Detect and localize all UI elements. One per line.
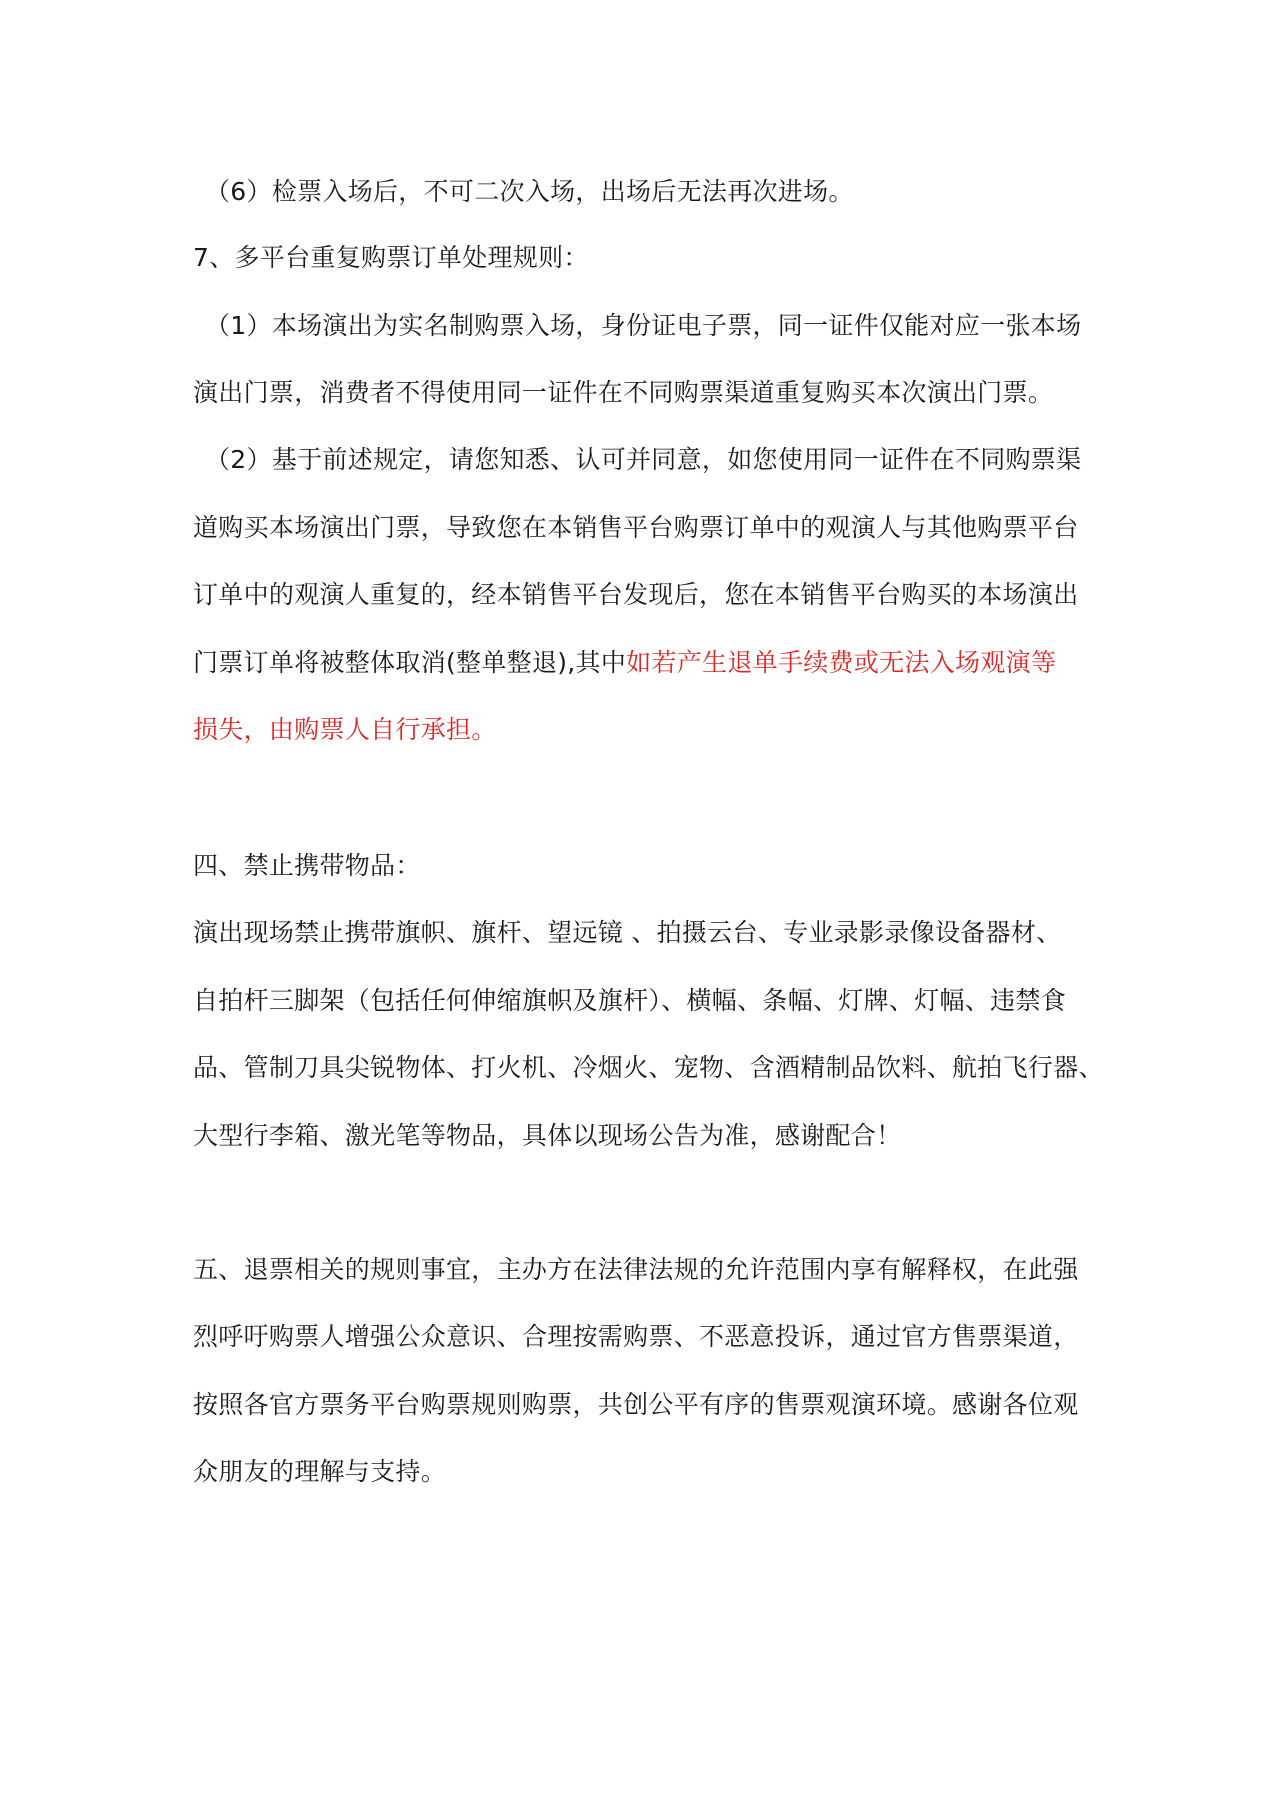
rule-7-2-line2: 道购买本场演出门票，导致您在本销售平台购票订单中的观演人与其他购票平台 xyxy=(193,513,1079,542)
rule-6-entry: （6）检票入场后，不可二次入场，出场后无法再次进场。 xyxy=(205,177,854,206)
section-5-line1: 五、退票相关的规则事宜，主办方在法律法规的允许范围内享有解释权，在此强 xyxy=(193,1255,1079,1284)
rule-7-2-line4-normal: 门票订单将被整体取消(整单整退),其中 xyxy=(193,648,627,677)
section-4-line3: 品、管制刀具尖锐物体、打火机、冷烟火、宠物、含酒精制品饮料、航拍飞行器、 xyxy=(193,1053,1104,1082)
rule-7-2-line4-highlight: 如若产生退单手续费或无法入场观演等 xyxy=(626,648,1057,677)
rule-7-2-line5-highlight: 损失，由购票人自行承担。 xyxy=(193,715,497,744)
rule-7-2-line4 xyxy=(193,645,1093,681)
section-7-heading: 7、多平台重复购票订单处理规则： xyxy=(193,243,589,272)
section-5-line2: 烈呼吁购票人增强公众意识、合理按需购票、不恶意投诉，通过官方售票渠道， xyxy=(193,1322,1079,1351)
section-4-line4: 大型行李箱、激光笔等物品，具体以现场公告为准，感谢配合！ xyxy=(193,1121,902,1150)
section-4-heading: 四、禁止携带物品： xyxy=(193,851,421,880)
rule-7-2-line1: （2）基于前述规定，请您知悉、认可并同意，如您使用同一证件在不同购票渠 xyxy=(205,445,1082,474)
rule-7-1-line1: （1）本场演出为实名制购票入场，身份证电子票，同一证件仅能对应一张本场 xyxy=(205,311,1082,340)
rule-7-1-line2: 演出门票，消费者不得使用同一证件在不同购票渠道重复购买本次演出门票。 xyxy=(193,378,1054,407)
rule-7-2-line3: 订单中的观演人重复的，经本销售平台发现后，您在本销售平台购买的本场演出 xyxy=(193,580,1079,609)
section-4-line1: 演出现场禁止携带旗帜、旗杆、望远镜 、拍摄云台、专业录影录像设备器材、 xyxy=(193,918,1062,947)
section-5-line4: 众朋友的理解与支持。 xyxy=(193,1457,447,1486)
section-4-line2: 自拍杆三脚架（包括任何伸缩旗帜及旗杆）、横幅、条幅、灯牌、灯幅、违禁食 xyxy=(193,986,1067,1015)
section-5-line3: 按照各官方票务平台购票规则购票，共创公平有序的售票观演环境。感谢各位观 xyxy=(193,1390,1079,1419)
